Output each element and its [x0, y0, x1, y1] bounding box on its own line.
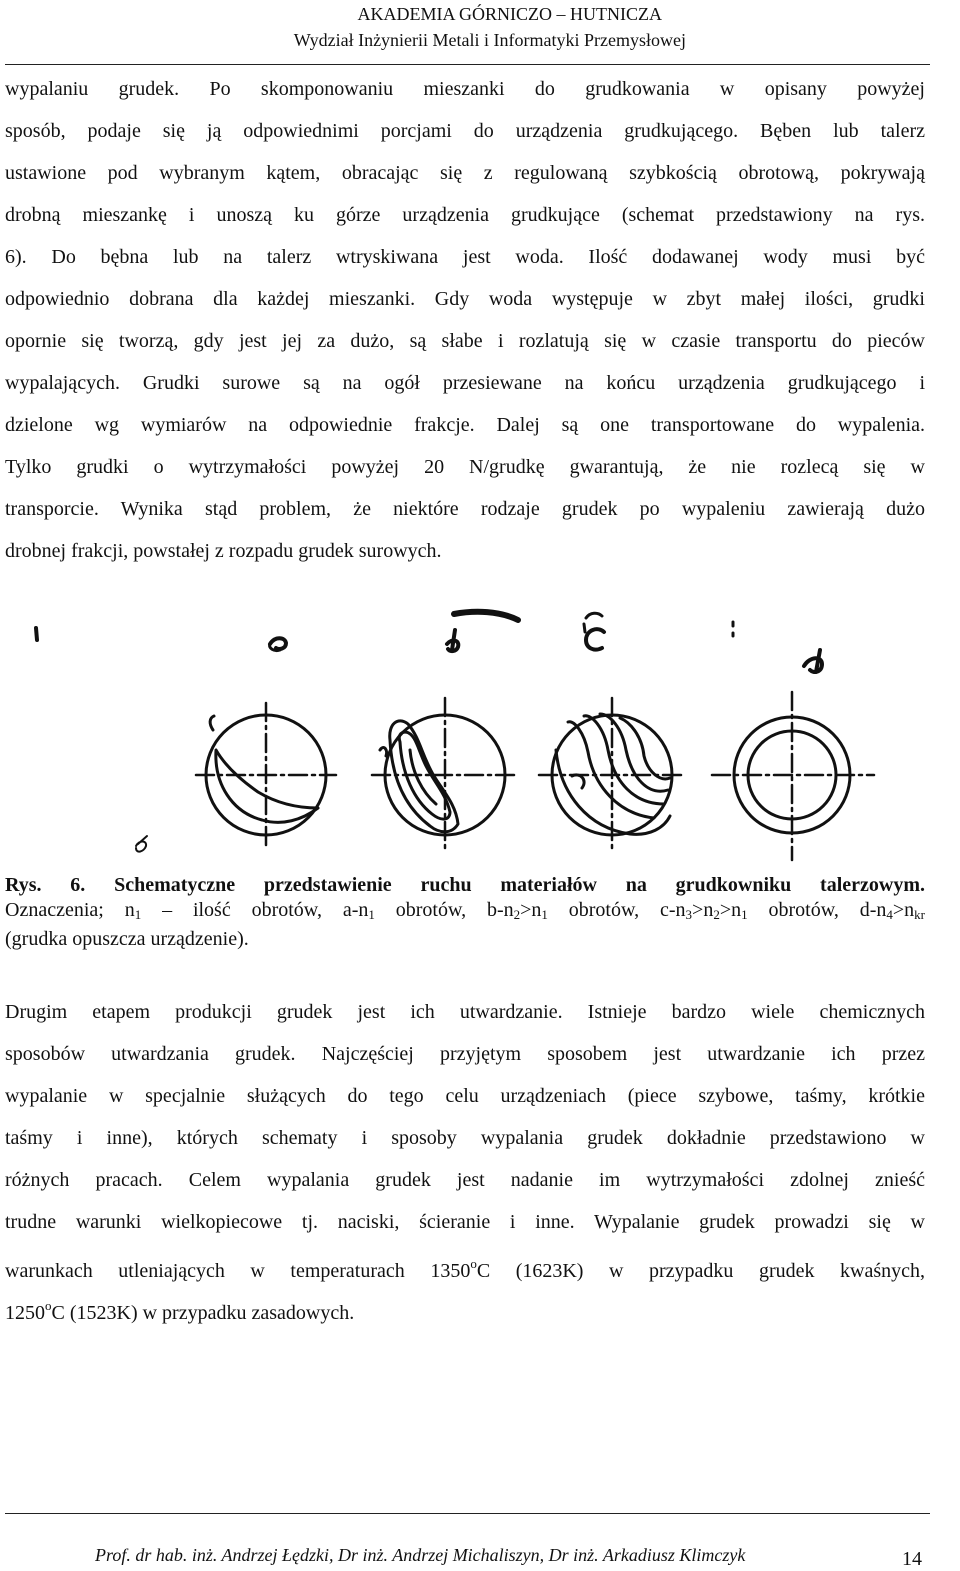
- text-line: 6). Do bębna lub na talerz wtryskiwana jest woda. Ilość dodawanej wody musi być: [5, 246, 925, 268]
- text-line: drobną mieszankę i unoszą ku górze urządzenia grudkujące (schemat przedstawiony na rys.: [5, 204, 925, 226]
- scan-mark: [36, 628, 37, 640]
- faculty-name: Wydział Inżynierii Metali i Informatyki Przemysłowej: [293, 30, 686, 50]
- text-line: trudne warunki wielkopiecowe tj. naciski, ścieranie i inne. Wypalanie grudek prowadzi się w: [5, 1211, 925, 1233]
- paragraph-2: [5, 991, 925, 1327]
- footer-authors: Prof. dr hab. inż. Andrzej Łędzki, Dr inż. Andrzej Michaliszyn, Dr inż. Arkadiusz Klimczyk: [95, 1545, 746, 1565]
- figure-drawing: [0, 600, 960, 870]
- panel-a-disc: [196, 638, 336, 846]
- text-line: odpowiednio dobrana dla każdej mieszanki. Gdy woda występuje w zbyt małej ilości, grudki: [5, 288, 925, 310]
- text-line: drobnej frakcji, powstałej z rozpadu grudek surowych.: [5, 540, 442, 562]
- text-line: Tylko grudki o wytrzymałości powyżej 20 N/grudkę gwarantują, że nie rozlecą się w: [5, 456, 925, 478]
- text-line-temperature: warunkach utleniających w temperaturach 1350$^o$C (1623K) w przypadku grudek kwaśnych,: [5, 1256, 925, 1282]
- caption-note: (grudka opuszcza urządzenie).: [5, 928, 249, 950]
- scan-mark: [454, 612, 518, 620]
- text-line-temperature: 1250$^o$C (1523K) w przypadku zasadowych.: [5, 1298, 355, 1324]
- text-line: ustawione pod wybranym kątem, obracając się z regulowaną szybkością obrotową, pokrywają: [5, 162, 925, 184]
- page-footer: [0, 1540, 960, 1570]
- text-line: transporcie. Wynika stąd problem, że niektóre rodzaje grudek po wypaleniu zawierają dużo: [5, 498, 925, 520]
- institution-name: AKADEMIA GÓRNICZO – HUTNICZA: [357, 4, 662, 24]
- figure-granulator-schematic: [0, 600, 960, 870]
- panel-d-disc: [712, 650, 874, 860]
- panel-b-disc: [372, 630, 518, 852]
- text-line: sposobów utwardzania grudek. Najczęściej przyjętym sposobem jest utwardzanie ich przez: [5, 1043, 925, 1065]
- scan-mark: [584, 624, 585, 632]
- caption-legend: Oznaczenia; $n_1$ – ilość obrotów, $a-n_1$ obrotów, $b-n_2>n_1$ obrotów, $c-n_3>n_2>n_1$ obrotów, $d-n_4>n_{kr}$: [5, 899, 925, 922]
- text-line: dzielone wg wymiarów na odpowiednie frakcje. Dalej są one transportowane do wypalenia.: [5, 414, 925, 436]
- caption-title: Rys. 6. Schematyczne przedstawienie ruchu materiałów na grudkowniku talerzowym.: [5, 874, 925, 896]
- header-rule: [5, 64, 930, 65]
- figure-caption: [5, 873, 925, 952]
- text-line: opornie się tworzą, gdy jest jej za dużo, są słabe i rozlatują się w czasie transportu do pieców: [5, 330, 925, 352]
- text-line: Drugim etapem produkcji grudek jest ich utwardzanie. Istnieje bardzo wiele chemicznych: [5, 1001, 925, 1023]
- panel-c-disc: [539, 613, 686, 852]
- scan-mark: [136, 836, 147, 852]
- text-line: taśmy i inne), których schematy i sposoby wypalania grudek dokładnie przedstawiono w: [5, 1127, 925, 1149]
- text-line: wypalanie w specjalnie służących do tego celu urządzeniach (piece szybowe, taśmy, krótkie: [5, 1085, 925, 1107]
- footer-rule: [5, 1513, 930, 1514]
- paragraph-1: [5, 68, 925, 572]
- page-number: 14: [902, 1548, 922, 1570]
- text-line: wypalających. Grudki surowe są na ogół przesiewane na końcu urządzenia grudkującego i: [5, 372, 925, 394]
- text-line: różnych pracach. Celem wypalania grudek jest nadanie im wytrzymałości zdolnej znieść: [5, 1169, 925, 1191]
- text-line: wypalaniu grudek. Po skomponowaniu mieszanki do grudkowania w opisany powyżej: [5, 78, 925, 100]
- text-line: sposób, podaje się ją odpowiednimi porcjami do urządzenia grudkującego. Bęben lub talerz: [5, 120, 925, 142]
